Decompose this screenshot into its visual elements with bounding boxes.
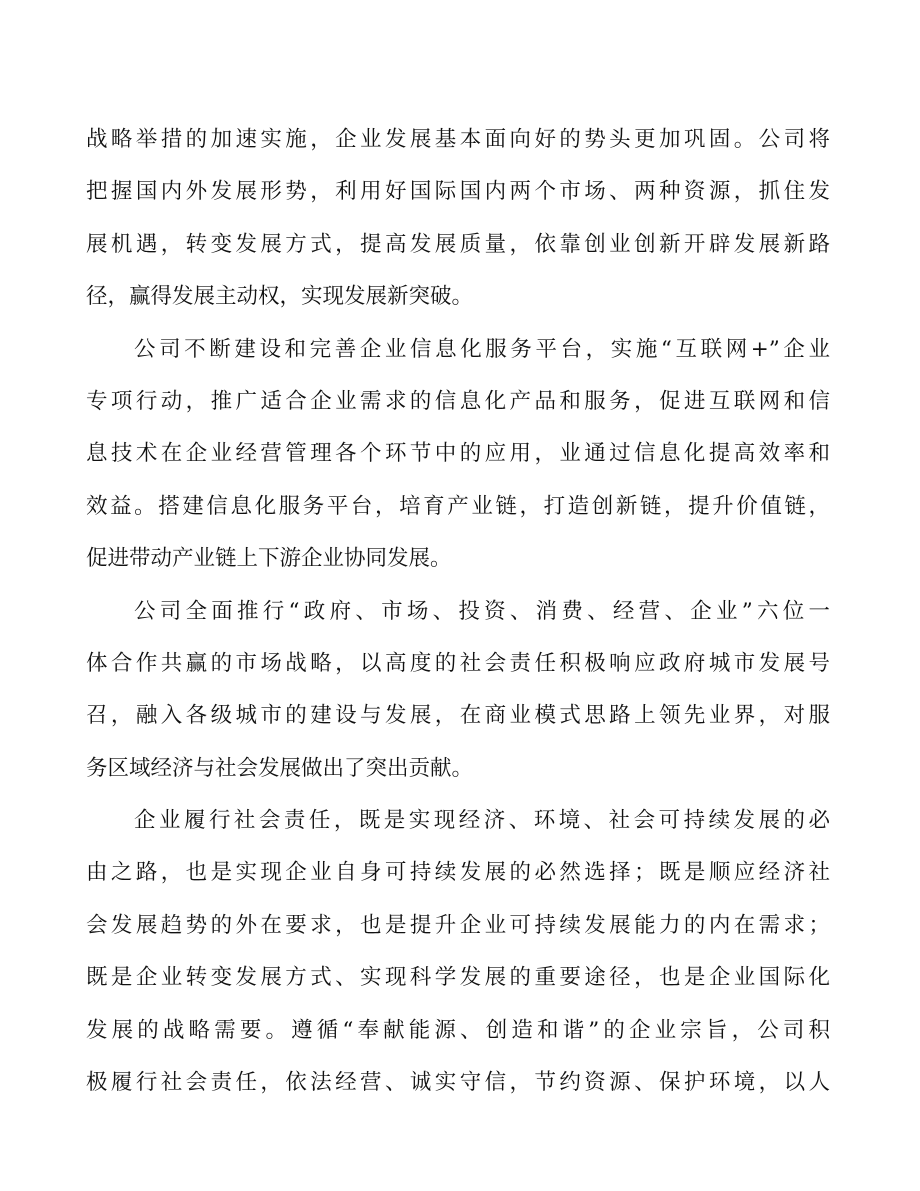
paragraph-line: 专项行动，推广适合企业需求的信息化产品和服务，促进互联网和信 <box>86 388 830 414</box>
paragraph-line: 务区域经济与社会发展做出了突出贡献。 <box>86 755 474 781</box>
paragraph-line: 由之路，也是实现企业自身可持续发展的必然选择；既是顺应经济社 <box>86 860 830 886</box>
paragraph-line: 企业履行社会责任，既是实现经济、环境、社会可持续发展的必 <box>134 808 830 834</box>
paragraph-line: 召，融入各级城市的建设与发展，在商业模式思路上领先业界，对服 <box>86 703 830 729</box>
document-body <box>86 114 830 1109</box>
paragraph-4 <box>86 795 830 1109</box>
paragraph-line: 径，赢得发展主动权，实现发展新突破。 <box>86 284 474 310</box>
paragraph-2 <box>86 324 830 586</box>
paragraph-3 <box>86 586 830 796</box>
paragraph-line: 战略举措的加速实施，企业发展基本面向好的势头更加巩固。公司将 <box>86 127 830 152</box>
paragraph-line: 促进带动产业链上下游企业协同发展。 <box>86 546 452 572</box>
paragraph-line: 体合作共赢的市场战略，以高度的社会责任积极响应政府城市发展号 <box>86 650 830 676</box>
paragraph-line: 息技术在企业经营管理各个环节中的应用，业通过信息化提高效率和 <box>86 441 830 467</box>
paragraph-1 <box>86 114 830 324</box>
paragraph-line: 发展的战略需要。遵循“奉献能源、创造和谐”的企业宗旨，公司积 <box>86 1017 830 1043</box>
paragraph-line: 效益。搭建信息化服务平台，培育产业链，打造创新链，提升价值链， <box>86 493 830 519</box>
paragraph-line: 展机遇，转变发展方式，提高发展质量，依靠创业创新开辟发展新路 <box>86 231 830 257</box>
paragraph-line: 公司全面推行“政府、市场、投资、消费、经营、企业”六位一 <box>134 598 830 624</box>
paragraph-line: 会发展趋势的外在要求，也是提升企业可持续发展能力的内在需求； <box>86 912 830 938</box>
paragraph-line: 公司不断建设和完善企业信息化服务平台，实施“互联网+”企业 <box>134 336 830 362</box>
paragraph-line: 既是企业转变发展方式、实现科学发展的重要途径，也是企业国际化 <box>86 965 830 991</box>
paragraph-line: 把握国内外发展形势，利用好国际国内两个市场、两种资源，抓住发 <box>86 179 830 205</box>
paragraph-line: 极履行社会责任，依法经营、诚实守信，节约资源、保护环境，以人 <box>86 1070 830 1096</box>
